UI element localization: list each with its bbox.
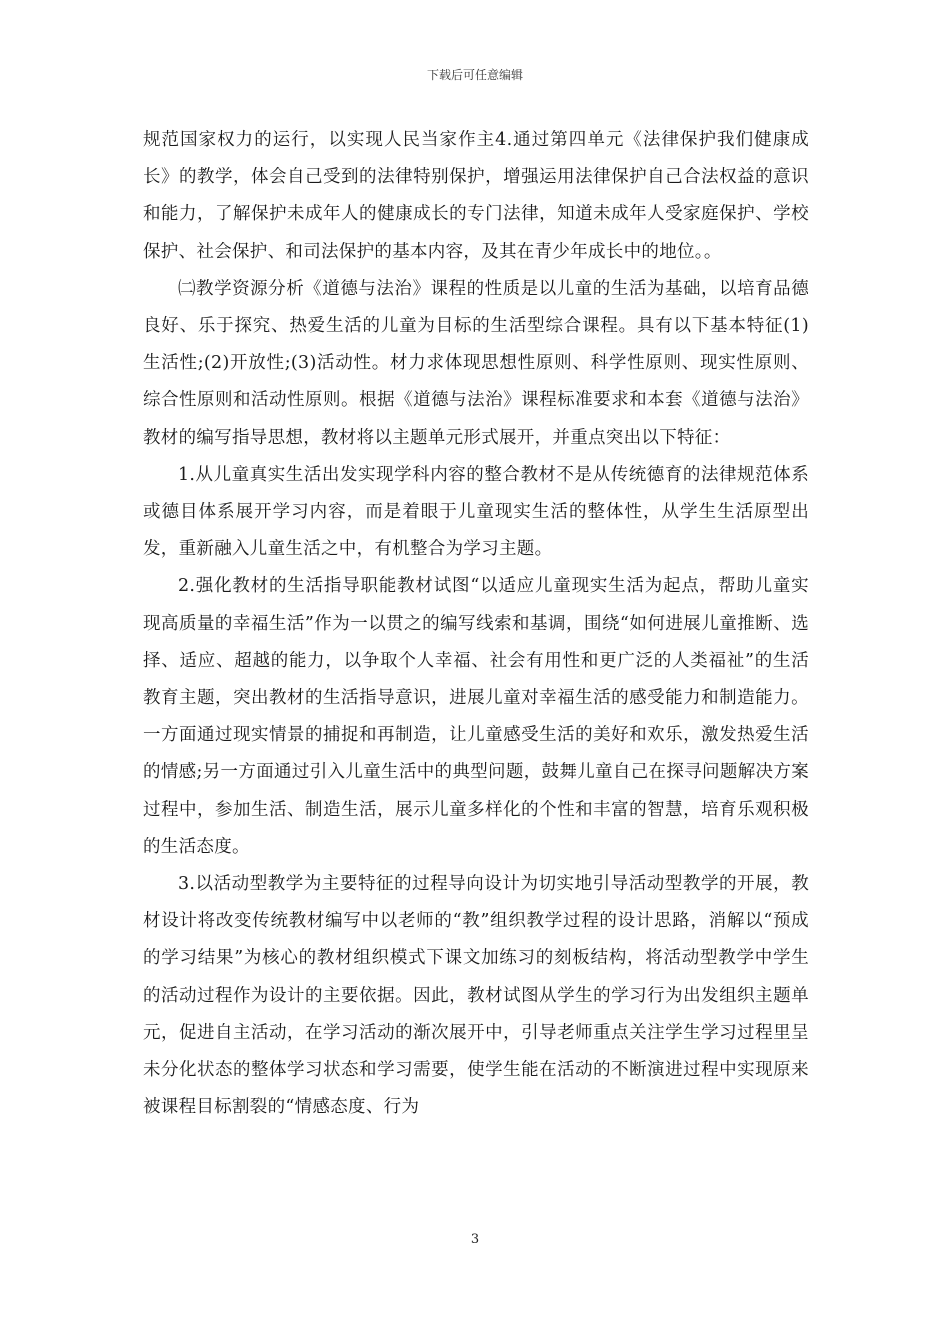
- paragraph-continuation: 规范国家权力的运行，以实现人民当家作主4.通过第四单元《法律保护我们健康成长》的教学，体会自己受到的法律特别保护，增强运用法律保护自己合法权益的意识和能力，了解保护未成年人的健康成长的专门法律，知道未成年人受家庭保护、学校保护、社会保护、和司法保护的基本内容，及其在青少年成长中的地位。。: [143, 130, 809, 262]
- paragraph-feature-3: 3.以活动型教学为主要特征的过程导向设计为切实地引导活动型教学的开展，教材设计将改变传统教材编写中以老师的“教”组织教学过程的设计思路，消解以“预成的学习结果”为核心的教材组织模式下课文加练习的刻板结构，将活动型教学中学生的活动过程作为设计的主要依据。因此，教材试图从学生的学习行为出发组织主题单元，促进自主活动，在学习活动的渐次展开中，引导老师重点关注学生学习过程里呈未分化状态的整体学习状态和学习需要，使学生能在活动的不断演进过程中实现原来被课程目标割裂的“情感态度、行为: [143, 874, 809, 1118]
- paragraph-feature-2: 2.强化教材的生活指导职能教材试图“以适应儿童现实生活为起点，帮助儿童实现高质量的幸福生活”作为一以贯之的编写线索和基调，围绕“如何进展儿童推断、选择、适应、超越的能力，以争取个人幸福、社会有用性和更广泛的人类福祉”的生活教育主题，突出教材的生活指导意识，进展儿童对幸福生活的感受能力和制造能力。一方面通过现实情景的捕捉和再制造，让儿童感受生活的美好和欢乐，激发热爱生活的情感;另一方面通过引入儿童生活中的典型问题，鼓舞儿童自己在探寻问题解决方案过程中，参加生活、制造生活，展示儿童多样化的个性和丰富的智慧，培育乐观积极的生活态度。: [143, 576, 809, 857]
- page-number: 3: [470, 1232, 480, 1247]
- document-body: [143, 122, 809, 1126]
- page-header: 下载后可任意编辑: [426, 68, 523, 82]
- paragraph-feature-1: 1.从儿童真实生活出发实现学科内容的整合教材不是从传统德育的法律规范体系或德目体系展开学习内容，而是着眼于儿童现实生活的整体性，从学生生活原型出发，重新融入儿童生活之中，有机整合为学习主题。: [143, 464, 809, 560]
- paragraph-teaching-resources: ㈡教学资源分析《道德与法治》课程的性质是以儿童的生活为基础，以培育品德良好、乐于探究、热爱生活的儿童为目标的生活型综合课程。具有以下基本特征(1)生活性;(2)开放性;(3)活动性。材力求体现思想性原则、科学性原则、现实性原则、综合性原则和活动性原则。根据《道德与法治》课程标准要求和本套《道德与法治》教材的编写指导思想，教材将以主题单元形式展开，并重点突出以下特征：: [143, 278, 809, 448]
